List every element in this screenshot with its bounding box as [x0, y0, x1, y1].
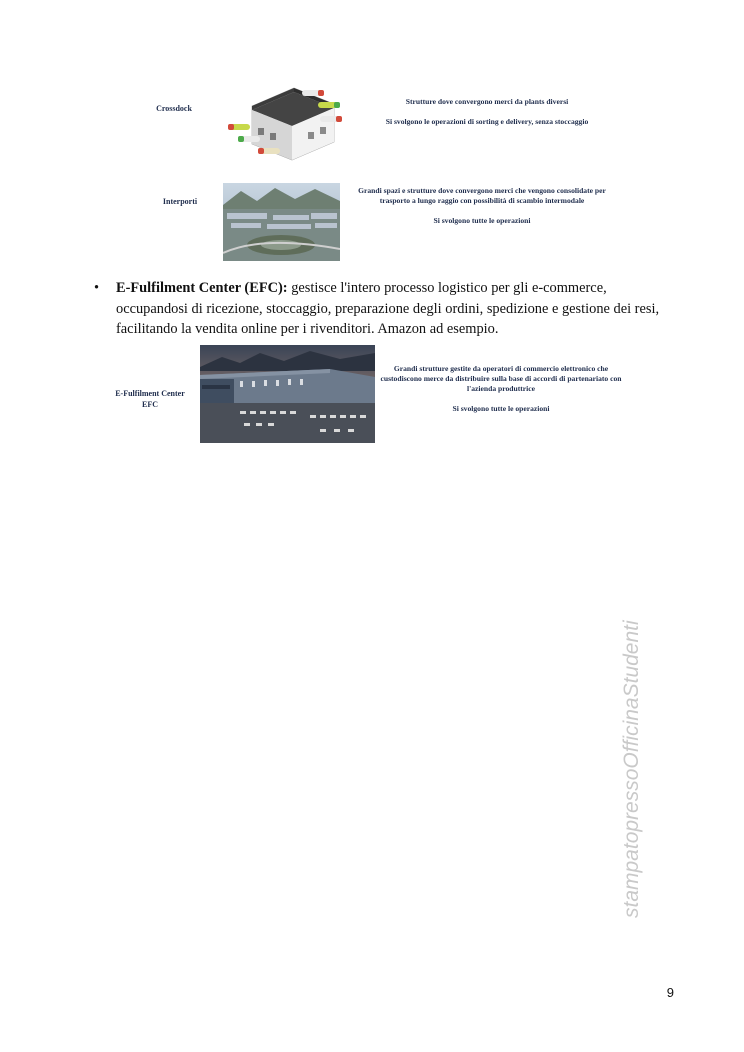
efc-bullet-text [116, 278, 664, 340]
interporti-desc-2: Si svolgono tutte le operazioni [433, 216, 531, 225]
interporti-description [356, 186, 608, 226]
efc-desc-1: Grandi strutture gestite da operatori di commercio elettronico che custodiscono merce da distribuire sulla base di accordi di partenariato con l'azienda produttrice [380, 364, 622, 393]
page-number: 9 [666, 985, 674, 1000]
interporti-label: Interporti [162, 197, 198, 206]
crossdock-desc-2: Si svolgono le operazioni di sorting e delivery, senza stoccaggio [385, 117, 589, 126]
publisher-watermark: stampatopressoOfficinaStudenti [620, 620, 643, 918]
crossdock-desc-1: Strutture dove convergono merci da plants diversi [405, 97, 569, 106]
efc-label-line2: EFC [142, 400, 158, 409]
crossdock-description [368, 97, 606, 127]
efc-label [102, 388, 198, 410]
efc-desc-2: Si svolgono tutte le operazioni [452, 404, 550, 413]
crossdock-illustration [222, 80, 350, 166]
efc-term: E-Fulfilment Center (EFC): [116, 280, 288, 296]
efc-bullet-item [94, 278, 664, 340]
crossdock-label: Crossdock [156, 104, 192, 113]
efc-warehouse-photo [200, 345, 375, 443]
interporti-desc-1: Grandi spazi e strutture dove convergono merci che vengono consolidate per trasporto a lungo raggio con possibilità di scambio intermodale [358, 186, 606, 205]
efc-definition: gestisce l'intero processo logistico per gli e-commerce, occupandosi di ricezione, stoccaggio, preparazione degli ordini, spedizione e gestione dei resi, facilitando la vendita online per i rivenditori. Amazon ad esempio. [116, 280, 660, 337]
bullet-dot: • [94, 280, 100, 296]
efc-description [380, 364, 622, 414]
efc-label-line1: E-Fulfilment Center [115, 389, 185, 398]
interporti-photo [223, 183, 340, 261]
